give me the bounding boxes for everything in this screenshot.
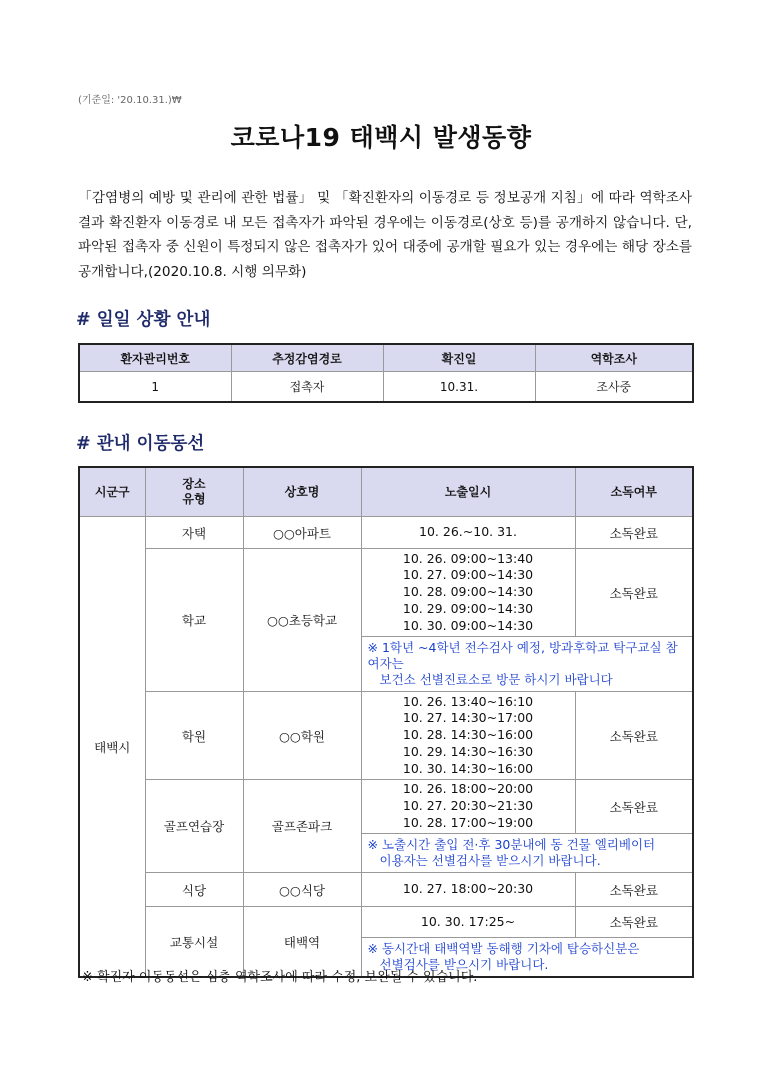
header-epi-investigation: 역학조사 <box>535 344 693 372</box>
cell-exposure-time: 10. 30. 17:25~ <box>361 907 575 938</box>
cell-place-type: 학교 <box>145 549 243 692</box>
table-row <box>79 873 693 907</box>
section-daily-heading: # 일일 상황 안내 <box>76 310 211 330</box>
movement-table <box>78 466 694 978</box>
table-row <box>79 517 693 549</box>
cell-infection-route: 접촉자 <box>231 372 383 403</box>
cell-place-type: 교통시설 <box>145 907 243 978</box>
table-header-row <box>79 467 693 517</box>
notice-text: ※ 1학년 ~4학년 전수검사 예정, 방과후학교 탁구교실 참여자는 보건소 선별진료소로 방문 하시기 바랍니다 <box>361 637 693 692</box>
cell-exposure-time: 10. 26. 13:40~16:10 10. 27. 14:30~17:00 10. 28. 14:30~16:00 10. 29. 14:30~16:30 10. 30. 14:30~16:00 <box>361 692 575 780</box>
notice-text: ※ 동시간대 태백역발 동해행 기차에 탑승하신분은 선별검사를 받으시기 바랍니다. <box>361 938 693 978</box>
cell-exposure-time: 10. 26. 09:00~13:40 10. 27. 09:00~14:30 10. 28. 09:00~14:30 10. 29. 09:00~14:30 10. 30. 09:00~14:30 <box>361 549 575 637</box>
cell-exposure-time: 10. 26. 18:00~20:00 10. 27. 20:30~21:30 10. 28. 17:00~19:00 <box>361 780 575 834</box>
cell-place-type: 식당 <box>145 873 243 907</box>
cell-place-type: 골프연습장 <box>145 780 243 873</box>
cell-disinfection: 소독완료 <box>575 517 693 549</box>
notice-text: ※ 노출시간 출입 전·후 30분내에 동 건물 엘리베이터 이용자는 선별검사를 받으시기 바랍니다. <box>361 834 693 873</box>
header-disinfection: 소독여부 <box>575 467 693 517</box>
table-row <box>79 780 693 834</box>
cell-business-name: ○○아파트 <box>243 517 361 549</box>
table-header-row <box>79 344 693 372</box>
header-infection-route: 추정감염경로 <box>231 344 383 372</box>
table-row <box>79 907 693 938</box>
cell-disinfection: 소독완료 <box>575 873 693 907</box>
header-exposure-time: 노출일시 <box>361 467 575 517</box>
cell-disinfection: 소독완료 <box>575 549 693 637</box>
cell-confirm-date: 10.31. <box>383 372 535 403</box>
header-patient-id: 환자관리번호 <box>79 344 231 372</box>
cell-disinfection: 소독완료 <box>575 780 693 834</box>
cell-business-name: ○○학원 <box>243 692 361 780</box>
page-title: 코로나19 태백시 발생동향 <box>230 123 532 152</box>
section-movement-heading: # 관내 이동동선 <box>76 434 205 454</box>
cell-patient-id: 1 <box>79 372 231 403</box>
header-business-name: 상호명 <box>243 467 361 517</box>
table-row <box>79 372 693 403</box>
cell-city: 태백시 <box>79 517 145 978</box>
cell-business-name: ○○식당 <box>243 873 361 907</box>
cell-business-name: 태백역 <box>243 907 361 978</box>
footnote: ※ 확진자 이동동선은 심층 역학조사에 따라 수정, 보완될 수 있습니다. <box>82 970 478 985</box>
table-row <box>79 549 693 637</box>
cell-business-name: ○○초등학교 <box>243 549 361 692</box>
cell-exposure-time: 10. 27. 18:00~20:30 <box>361 873 575 907</box>
table-row <box>79 692 693 780</box>
header-confirm-date: 확진일 <box>383 344 535 372</box>
base-date: (기준일: '20.10.31.)₩ <box>78 95 182 106</box>
cell-exposure-time: 10. 26.~10. 31. <box>361 517 575 549</box>
header-place-type: 장소 유형 <box>145 467 243 517</box>
cell-disinfection: 소독완료 <box>575 907 693 938</box>
cell-business-name: 골프존파크 <box>243 780 361 873</box>
daily-status-table <box>78 343 694 403</box>
header-city: 시군구 <box>79 467 145 517</box>
cell-epi-investigation: 조사중 <box>535 372 693 403</box>
intro-paragraph: 「감염병의 예방 및 관리에 관한 법률」 및 「확진환자의 이동경로 등 정보공개 지침」에 따라 역학조사 결과 확진환자 이동경로 내 모든 접촉자가 파악된 경우에는 이동경로(상호 등)를 공개하지 않습니다. 단, 파악된 접촉자 중 신원이 특정되지 않은 접촉자가 있어 대중에 공개할 필요가 있는 경우에는 해당 장소를 공개합니다,(2020.10.8. 시행 의무화) <box>78 190 692 280</box>
cell-disinfection: 소독완료 <box>575 692 693 780</box>
cell-place-type: 학원 <box>145 692 243 780</box>
cell-place-type: 자택 <box>145 517 243 549</box>
